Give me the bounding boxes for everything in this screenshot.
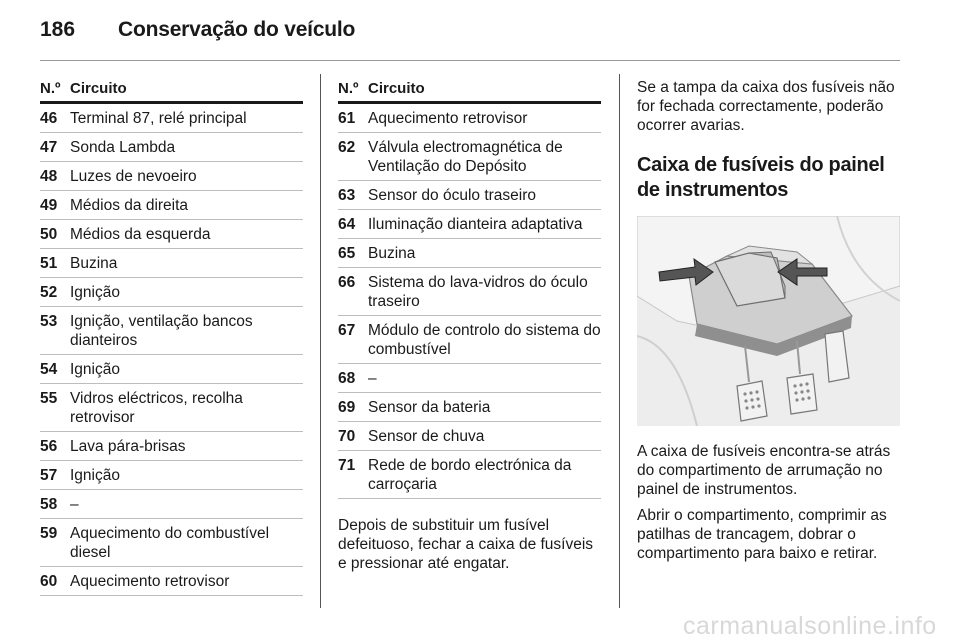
fuse-circuit: Lava pára-brisas (70, 438, 186, 455)
fuse-box-illustration (637, 216, 900, 426)
fuse-table-left (40, 78, 303, 596)
table-row (40, 384, 303, 432)
fuse-number: 61 (338, 110, 356, 127)
fuse-number: 66 (338, 274, 356, 291)
fuse-number: 60 (40, 573, 58, 590)
table-row (40, 461, 303, 490)
fuse-circuit: Médios da esquerda (70, 226, 211, 243)
fuse-circuit: Terminal 87, relé principal (70, 110, 247, 127)
fuse-circuit: Sistema do lava-vidros do óculo traseiro (368, 274, 588, 310)
fuse-circuit: – (70, 496, 79, 513)
fuse-number: 47 (40, 139, 58, 156)
watermark: carmanualsonline.info (683, 612, 937, 640)
fuse-circuit: Módulo de controlo do sistema do combustível (368, 322, 601, 358)
fuse-number: 63 (338, 187, 356, 204)
table-row (40, 307, 303, 355)
col-header-circuit: Circuito (368, 80, 425, 97)
fuse-circuit: Sensor de chuva (368, 428, 485, 445)
column-divider (320, 74, 321, 608)
fuse-circuit: Ignição (70, 284, 120, 301)
header-rule (40, 60, 900, 61)
table-row (40, 220, 303, 249)
fuse-number: 71 (338, 457, 356, 474)
table-row (338, 181, 601, 210)
fuse-circuit: Ignição (70, 361, 120, 378)
fuse-circuit: Ignição (70, 467, 120, 484)
fuse-number: 59 (40, 525, 58, 542)
fuse-number: 62 (338, 139, 356, 156)
table-header (40, 78, 303, 104)
table-row (338, 364, 601, 393)
table-row (40, 432, 303, 461)
fuse-number: 56 (40, 438, 58, 455)
col-header-number: N.º (338, 80, 359, 97)
fuse-number: 51 (40, 255, 58, 272)
table-row (338, 210, 601, 239)
replace-fuse-paragraph: Depois de substituir um fusível defeituoso, fechar a caixa de fusíveis e pressionar até engatar. (338, 517, 594, 572)
fuse-circuit: Aquecimento retrovisor (70, 573, 230, 590)
table-row (40, 567, 303, 596)
instructions-paragraph: Abrir o compartimento, comprimir as patilhas de trancagem, dobrar o compartimento para baixo e retirar. (637, 507, 887, 562)
fuse-number: 67 (338, 322, 356, 339)
fuse-circuit: Buzina (368, 245, 416, 262)
table-row (338, 104, 601, 133)
table-row (338, 316, 601, 364)
fuse-circuit: Sensor do óculo traseiro (368, 187, 537, 204)
fuse-number: 57 (40, 467, 58, 484)
fuse-circuit: Luzes de nevoeiro (70, 168, 197, 185)
fuse-circuit: Sensor da bateria (368, 399, 491, 416)
table-row (40, 278, 303, 307)
fuse-circuit: Aquecimento retrovisor (368, 110, 528, 127)
table-row (40, 355, 303, 384)
col-header-number: N.º (40, 80, 61, 97)
column-divider (619, 74, 620, 608)
table-body (338, 104, 601, 499)
fuse-number: 55 (40, 390, 58, 407)
fuse-circuit: Rede de bordo electrónica da carroçaria (368, 457, 572, 493)
table-row (338, 422, 601, 451)
table-row (338, 239, 601, 268)
fuse-number: 50 (40, 226, 58, 243)
fuse-number: 46 (40, 110, 58, 127)
page-title: Conservação do veículo (118, 18, 356, 41)
fuse-circuit: Aquecimento do combustível diesel (70, 525, 270, 561)
fuse-circuit: Válvula electromagnética de Ventilação do Depósito (368, 139, 563, 175)
fuse-number: 69 (338, 399, 356, 416)
table-header (338, 78, 601, 104)
fuse-number: 52 (40, 284, 58, 301)
fuse-number: 48 (40, 168, 58, 185)
fuse-circuit: Médios da direita (70, 197, 189, 214)
page-number: 186 (40, 18, 76, 41)
fuse-number: 53 (40, 313, 58, 330)
location-paragraph: A caixa de fusíveis encontra-se atrás do compartimento de arrumação no painel de instrumentos. (637, 443, 891, 498)
fuse-number: 64 (338, 216, 356, 233)
table-row (40, 162, 303, 191)
table-row (338, 393, 601, 422)
warning-paragraph: Se a tampa da caixa dos fusíveis não for fechada correctamente, poderão ocorrer avarias. (637, 79, 895, 134)
table-row (338, 451, 601, 499)
table-row (40, 519, 303, 567)
fuse-number: 70 (338, 428, 356, 445)
fuse-number: 54 (40, 361, 58, 378)
fuse-circuit: Buzina (70, 255, 118, 272)
table-body (40, 104, 303, 596)
fuse-table-right (338, 78, 601, 573)
table-row (40, 133, 303, 162)
table-row (338, 133, 601, 181)
fuse-circuit: Sonda Lambda (70, 139, 176, 156)
table-row (40, 490, 303, 519)
fuse-circuit: Iluminação dianteira adaptativa (368, 216, 583, 233)
instrument-panel-section (637, 78, 900, 563)
section-heading: Caixa de fusíveis do painel de instrumentos (637, 154, 885, 201)
table-row (40, 104, 303, 133)
fuse-circuit: Vidros eléctricos, recolha retrovisor (70, 390, 243, 426)
fuse-number: 49 (40, 197, 58, 214)
page-header (40, 18, 920, 54)
fuse-number: 68 (338, 370, 356, 387)
fuse-number: 65 (338, 245, 356, 262)
table-row (40, 249, 303, 278)
table-row (338, 268, 601, 316)
table-row (40, 191, 303, 220)
fuse-number: 58 (40, 496, 58, 513)
col-header-circuit: Circuito (70, 80, 127, 97)
fuse-circuit: – (368, 370, 377, 387)
fuse-circuit: Ignição, ventilação bancos dianteiros (70, 313, 253, 349)
